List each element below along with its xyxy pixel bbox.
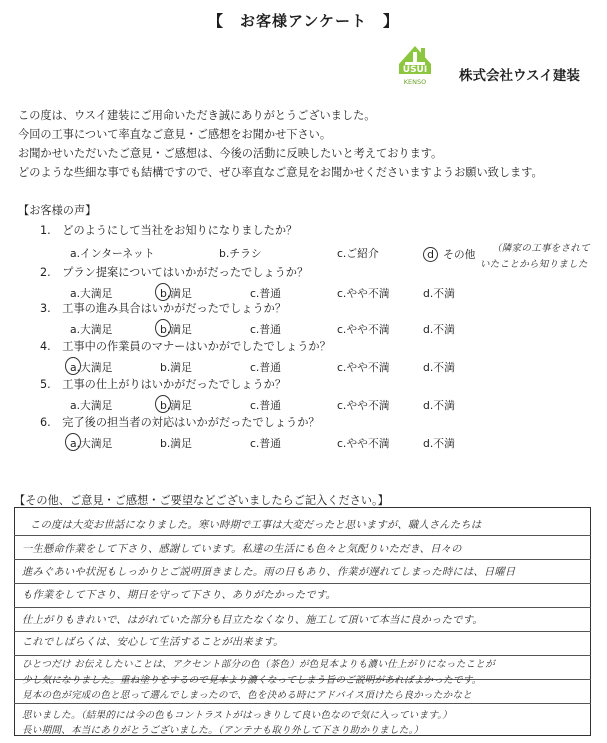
q4-option-c[interactable]: c.普通 bbox=[250, 361, 281, 374]
selection-circle bbox=[65, 433, 81, 451]
ruled-line bbox=[14, 631, 591, 632]
q2-option-a[interactable]: a.大満足 bbox=[70, 287, 113, 300]
q1-option-d[interactable] bbox=[423, 243, 475, 262]
q6-option-c[interactable]: c.普通 bbox=[250, 437, 281, 450]
q2-option-c[interactable]: c.普通 bbox=[250, 287, 281, 300]
q4-option-d[interactable]: d.不満 bbox=[423, 361, 455, 374]
logo-subtext: KENSO bbox=[403, 78, 427, 86]
q1-option-b[interactable]: b.チラシ bbox=[219, 247, 262, 260]
section-heading-voice: 【お客様の声】 bbox=[18, 204, 97, 217]
q5-option-a[interactable]: a.大満足 bbox=[70, 399, 113, 412]
q5-option-b[interactable]: b.満足 bbox=[160, 399, 192, 412]
q6-option-b[interactable]: b.満足 bbox=[160, 437, 192, 450]
comment-line: も作業をして下さり、期日を守って下さり、ありがたかったです。 bbox=[22, 589, 337, 601]
selection-circle bbox=[155, 395, 171, 413]
company-logo bbox=[397, 40, 433, 92]
intro-line: この度は、ウスイ建装にご用命いただき誠にありがとうございました。 bbox=[18, 109, 376, 122]
question-number: 4. bbox=[40, 340, 51, 353]
question-text: 工事の進み具合はいかがだったでしょうか？ bbox=[62, 302, 287, 315]
question-4 bbox=[40, 338, 331, 354]
comment-line: 一生懸命作業をして下さり、感謝しています。私達の生活にも色々と気配りいただき、日々の bbox=[22, 543, 462, 555]
q4-option-b[interactable]: b.満足 bbox=[160, 361, 192, 374]
q2-option-d[interactable]: d.不満 bbox=[423, 287, 455, 300]
comment-line: 思いました。（結果的には今の色もコントラストがはっきりして良い色なので気に入っています。） bbox=[22, 710, 453, 721]
question-text: 工事の仕上がりはいかがだったでしょうか？ bbox=[62, 378, 287, 391]
ruled-line bbox=[14, 583, 591, 584]
q3-option-d[interactable]: d.不満 bbox=[423, 323, 455, 336]
q6-option-d[interactable]: d.不満 bbox=[423, 437, 455, 450]
q3-option-a[interactable]: a.大満足 bbox=[70, 323, 113, 336]
comment-line: この度は大変お世話になりました。寒い時期で工事は大変だったと思いますが、職人さんたちは bbox=[30, 519, 482, 531]
comment-line: 見本の色が完成の色と思って選んでしまったので、色を決める時にアドバイス頂けたら良かったかなと bbox=[22, 690, 473, 701]
question-number: 3. bbox=[40, 302, 51, 315]
question-number: 2. bbox=[40, 266, 51, 279]
comment-line: 長い期間、本当にありがとうございました。（アンテナも取り外して下さり助かりました。） bbox=[22, 725, 424, 736]
q5-option-c[interactable]: c.普通 bbox=[250, 399, 281, 412]
question-6 bbox=[40, 414, 320, 430]
logo-text: USUI bbox=[402, 65, 428, 75]
company-name: 株式会社ウスイ建装 bbox=[459, 68, 580, 84]
q1-other-note-2: いたことから知りました bbox=[480, 259, 588, 270]
q2-option-b[interactable]: b.満足 bbox=[160, 287, 192, 300]
q2-option-c2[interactable]: c.やや不満 bbox=[337, 287, 390, 300]
question-5 bbox=[40, 376, 286, 392]
comment-line: これでしばらくは、安心して生活することが出来ます。 bbox=[22, 636, 284, 648]
q5-option-d[interactable]: d.不満 bbox=[423, 399, 455, 412]
q1-other-note-1: （隣家の工事をされて bbox=[492, 243, 591, 254]
q3-option-c2[interactable]: c.やや不満 bbox=[337, 323, 390, 336]
comment-line: 進みぐあいや状況もしっかりとご説明頂きました。雨の日もあり、作業が遅れてしまった時には、日曜日 bbox=[22, 566, 516, 578]
intro-text bbox=[18, 106, 543, 182]
q4-option-a[interactable]: a.大満足 bbox=[70, 361, 113, 374]
question-text: 完了後の担当者の対応はいかがだったでしょうか？ bbox=[62, 416, 320, 429]
q3-option-c[interactable]: c.普通 bbox=[250, 323, 281, 336]
comments-heading: 【その他、ご意見・ご感想・ご要望などございましたらご記入ください。】 bbox=[14, 494, 389, 507]
question-number: 5. bbox=[40, 378, 51, 391]
q1-option-a[interactable]: a.インターネット bbox=[70, 247, 155, 260]
comment-line: ひとつだけ お伝えしたいことは、アクセント部分の色（茶色）が色見本よりも濃い仕上がりになったことが bbox=[22, 659, 495, 670]
question-text: プラン提案についてはいかがだったでしょうか？ bbox=[62, 266, 309, 279]
q6-option-c2[interactable]: c.やや不満 bbox=[337, 437, 390, 450]
q4-option-c2[interactable]: c.やや不満 bbox=[337, 361, 390, 374]
question-number: 1. bbox=[40, 224, 51, 237]
selection-circle: d bbox=[423, 247, 438, 262]
question-2 bbox=[40, 264, 308, 280]
q1-option-c[interactable]: c.ご紹介 bbox=[337, 247, 379, 260]
selection-circle bbox=[65, 357, 81, 375]
ruled-line bbox=[14, 607, 591, 608]
question-number: 6. bbox=[40, 416, 51, 429]
q5-option-c2[interactable]: c.やや不満 bbox=[337, 399, 390, 412]
intro-line: 今回の工事について率直なご意見・ご感想をお聞かせ下さい。 bbox=[18, 128, 332, 141]
comment-line: 少し気になりました。重ね塗りをするので見本より濃くなってしまう旨のご説明があればよかったです。 bbox=[22, 675, 482, 686]
ruled-line bbox=[14, 703, 591, 704]
intro-line: お聞かせいただいたご意見・ご感想は、今後の活動に反映したいと考えております。 bbox=[18, 147, 443, 160]
selection-circle bbox=[155, 283, 171, 301]
ruled-line bbox=[14, 535, 591, 536]
intro-line: どのような些細な事でも結構ですので、ぜひ率直なご意見をお聞かせくださいますようお願い致します。 bbox=[18, 166, 543, 179]
question-3 bbox=[40, 300, 286, 316]
q6-option-a[interactable]: a.大満足 bbox=[70, 437, 113, 450]
question-text: 工事中の作業員のマナーはいかがでしたでしょうか？ bbox=[62, 340, 331, 353]
ruled-line bbox=[14, 559, 591, 560]
comment-line: 仕上がりもきれいで、はがれていた部分も目立たなくなり、施工して頂いて本当に良かったです。 bbox=[22, 614, 483, 626]
q1-option-d-label: その他 bbox=[443, 248, 476, 261]
q3-option-b[interactable]: b.満足 bbox=[160, 323, 192, 336]
page-title: 【 お客様アンケート 】 bbox=[207, 12, 400, 30]
selection-circle bbox=[155, 319, 171, 337]
question-text: どのようにして当社をお知りになりましたか？ bbox=[62, 224, 298, 237]
question-1 bbox=[40, 222, 297, 238]
